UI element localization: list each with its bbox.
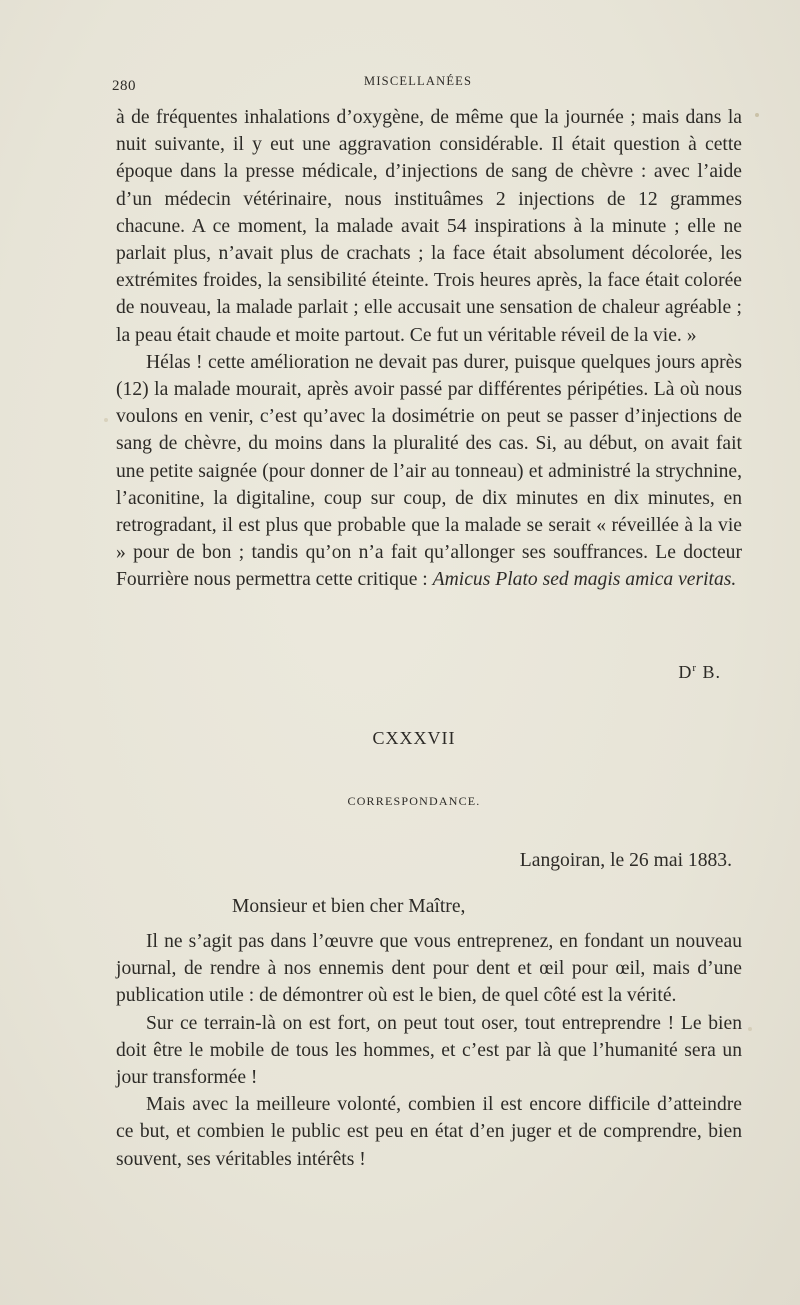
article-paragraph: à de fréquentes inhalations d’oxygène, de même que la journée ; mais dans la nuit suivante, il y eut une aggravation considérable. Il était question à cette époque dans la presse médicale, d’injections de sang de chèvre : avec l’aide d’un médecin vétérinaire, nous instituâmes 2 injections de 12 grammes chacune. A ce moment, la malade avait 54 inspirations à la minute ; elle ne parlait plus, n’avait plus de crachats ; la face était absolument décolorée, les extrémites froides, la sensibilité éteinte. Trois heures après, la face était colorée de nouveau, la malade parlait ; elle accusait une sensation de chaleur agréable ; la peau était chaude et moite partout. Ce fut un véritable réveil de la vie. » (116, 107, 742, 346)
signature-title: D (678, 662, 693, 682)
letter-paragraph: Il ne s’agit pas dans l’œuvre que vous entreprenez, en fondant un nouveau journal, de rendre à nos ennemis dent pour dent et œil pour œil, mais d’une publication utile : de démontrer où est le bien, de quel côté est la vérité. (116, 931, 742, 1007)
author-signature (678, 662, 721, 683)
page-number: 280 (112, 78, 136, 94)
article-paragraph-text: Hélas ! cette amélioration ne devait pas durer, puisque quelques jours après (12) la malade mourait, après avoir passé par différentes péripéties. Là où nous voulons en venir, c’est qu’avec la dosimétrie on peut se passer d’injections de sang de chèvre, du moins dans la pluralité des cas. Si, au début, on avait fait une petite saignée (pour donner de l’air au tonneau) et administré la strychnine, l’aconitine, la digitaline, coup sur coup, de dix minutes en dix minutes, en retrogradant, il est plus que probable que la malade se serait « réveillée à la vie » pour de bon ; tandis qu’on n’a fait qu’allonger ses souffrances. Le docteur Fourrière nous permettra cette critique : (116, 351, 742, 591)
article-conclusion (116, 104, 742, 594)
paper-speck (748, 1027, 752, 1031)
section-title: CORRESPONDANCE. (347, 794, 481, 808)
letter-salutation: Monsieur et bien cher Maître, (232, 896, 466, 917)
paper-speck (104, 418, 108, 422)
signature-name: B. (696, 662, 721, 682)
letter-date-line: Langoiran, le 26 mai 1883. (519, 850, 732, 871)
running-title: MISCELLANÉES (364, 74, 473, 88)
paper-speck (755, 113, 759, 117)
section-number: CXXXVII (372, 728, 456, 748)
article-paragraph (116, 349, 742, 594)
page-header (112, 72, 752, 98)
letter-paragraph: Mais avec la meilleure volonté, combien il est encore difficile d’atteindre ce but, et combien le public est peu en état d’en juger et de comprendre, bien souvent, ses véritables intérêts ! (116, 1094, 742, 1170)
letter-paragraph: Sur ce terrain-là on est fort, on peut tout oser, tout entreprendre ! Le bien doit être le mobile de tous les hommes, et c’est par là que l’humanité sera un jour transformée ! (116, 1012, 742, 1089)
latin-quote: Amicus Plato sed magis amica veritas. (432, 569, 737, 591)
signature-title-sup: r (692, 662, 697, 674)
letter-body (116, 928, 742, 1173)
